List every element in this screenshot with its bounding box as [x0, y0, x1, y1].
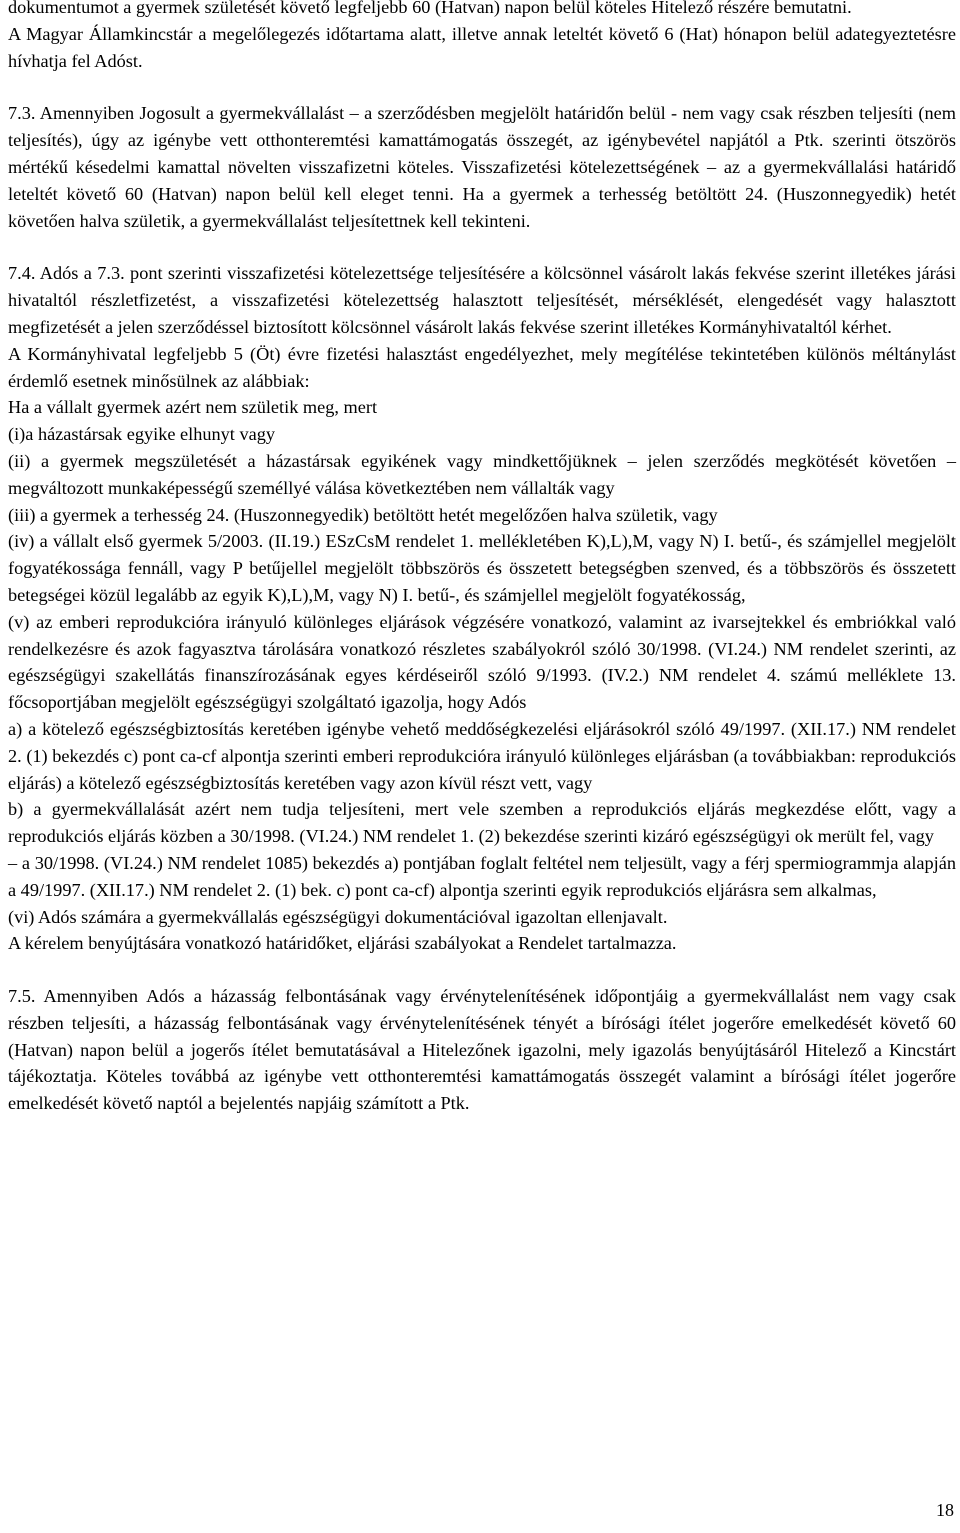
paragraph-child-birth-proof: dokumentumot a gyermek születését követő legfeljebb 60 (Hatvan) napon belül köteles Hitelező részére bemutatni.	[8, 0, 852, 17]
paragraph-child-not-born: Ha a vállalt gyermek azért nem születik meg, mert	[8, 397, 378, 418]
list-item-ii: (ii) a gyermek megszületését a házastársak egyikének vagy mindkettőjüknek – jelen szerződés megkötését követően – megváltozott munkaképességű személlyé válása következtében nem vállalták vagy	[8, 450, 956, 498]
list-item-v-dash: – a 30/1998. (VI.24.) NM rendelet 1085) bekezdés a) pontjában foglalt feltétel nem teljesült, vagy a férj spermiogrammja alapján a 49/1997. (XII.17.) NM rendelet 2. (1) bek. c) pont ca-cf) alpontja szerinti egyik reprodukciós eljárásra sem alkalmas,	[8, 852, 956, 900]
page-number: 18	[936, 1500, 954, 1521]
paragraph-7-3: 7.3. Amennyiben Jogosult a gyermekvállalást – a szerződésben megjelölt határidőn belül - nem vagy csak részben teljesíti (nem teljesítés), úgy az igénybe vett otthonteremtési kamattámogatás összegét, az igénybevétel napjától a Ptk. szerinti ötszörös mértékű késedelmi kamattal növelten visszafizetni köteles. Visszafizetési kötelezettségének – az a gyermekvállalási határidő leteltét követő 60 (Hatvan) napon belül kell eleget tenni. Ha a gyermek a terhesség betöltött 24. (Huszonnegyedik) hetét követően halva születik, a gyermekvállalást teljesítettnek kell tekinteni.	[8, 103, 956, 231]
list-item-v-b: b) a gyermekvállalását azért nem tudja teljesíteni, mert vele szemben a reprodukciós eljárás megkezdése előtt, vagy a reprodukciós eljárás közben a 30/1998. (VI.24.) NM rendelet 1. (2) bekezdése szerinti kizáró egészségügyi ok merült fel, vagy	[8, 799, 956, 847]
list-item-iv: (iv) a vállalt első gyermek 5/2003. (II.19.) ESzCsM rendelet 1. mellékletében K),L),M, vagy N) I. betű-, és számjellel megjelölt fogyatékossága fennáll, vagy P betűjellel megjelölt többszörös és összetett betegségben szenved, és a többszörös és összetett betegségei közül legalább az egyik K),L),M, vagy N) I. betű-, és számjellel megjelölt fogyatékosság,	[8, 531, 956, 605]
document-body	[8, 0, 956, 1117]
paragraph-7-4: 7.4. Adós a 7.3. pont szerinti visszafizetési kötelezettsége teljesítésére a kölcsönnel vásárolt lakás fekvése szerint illetékes járási hivataltól részletfizetést, a visszafizetési kötelezettség halasztott teljesítését, mérséklését, elengedését vagy halasztott megfizetését a jelen szerződéssel biztosított kölcsönnel vásárolt lakás fekvése szerint illetékes Kormányhivataltól kérhet.	[8, 263, 956, 337]
paragraph-treasury-data-check: A Magyar Államkincstár a megelőlegezés időtartama alatt, illetve annak leteltét követő 6 (Hat) hónapon belül adategyeztetésre hívhatja fel Adóst.	[8, 23, 956, 71]
paragraph-government-office-deferral: A Kormányhivatal legfeljebb 5 (Öt) évre fizetési halasztást engedélyezhet, mely megítélése tekintetében különös méltánylást érdemlő esetnek minősülnek az alábbiak:	[8, 343, 956, 391]
list-item-iii: (iii) a gyermek a terhesség 24. (Huszonnegyedik) betöltött hetét megelőzően halva születik, vagy	[8, 504, 718, 525]
paragraph-7-5: 7.5. Amennyiben Adós a házasság felbontásának vagy érvénytelenítésének időpontjáig a gyermekvállalást nem vagy csak részben teljesíti, a házasság felbontásának vagy érvénytelenítésének tényét a bírósági ítélet jogerőre emelkedését követő 60 (Hatvan) napon belül a jogerős ítélet bemutatásával a Hitelezőnek igazolni, mely igazolás benyújtásáról Hitelező a Kincstárt tájékoztatja. Köteles továbbá az igénybe vett otthonteremtési kamattámogatás összegét valamint a bírósági ítélet jogerőre emelkedését követő naptól a bejelentés napjáig számított a Ptk.	[8, 986, 956, 1114]
list-item-v-a: a) a kötelező egészségbiztosítás keretében igénybe vehető meddőségkezelési eljárásokról szóló 49/1997. (XII.17.) NM rendelet 2. (1) bekezdés c) pont ca-cf alpontja szerinti emberi reprodukcióra irányuló különleges eljárásban (a továbbiakban: reprodukciós eljárás) a kötelező egészségbiztosítás keretében vagy azon kívül részt vett, vagy	[8, 718, 956, 793]
paragraph-application-rules: A kérelem benyújtására vonatkozó határidőket, eljárási szabályokat a Rendelet tartalmazza.	[8, 933, 677, 954]
list-item-i: (i)a házastársak egyike elhunyt vagy	[8, 424, 275, 445]
list-item-v: (v) az emberi reprodukcióra irányuló különleges eljárások végzésére vonatkozó, valamint az ivarsejtekkel és embriókkal való rendelkezésre és azok fagyasztva tárolására vonatkozó részletes szabályokról szóló 30/1998. (VI.24.) NM rendelet szerinti, az egészségügyi szakellátás finanszírozásának egyes kérdéseiről szóló 9/1993. (IV.2.) NM rendelet 4. számú melléklete 13. főcsoportjában megjelölt egészségügyi szolgáltató igazolja, hogy Adós	[8, 611, 956, 713]
list-item-vi: (vi) Adós számára a gyermekvállalás egészségügyi dokumentációval igazoltan ellenjavalt.	[8, 906, 668, 927]
